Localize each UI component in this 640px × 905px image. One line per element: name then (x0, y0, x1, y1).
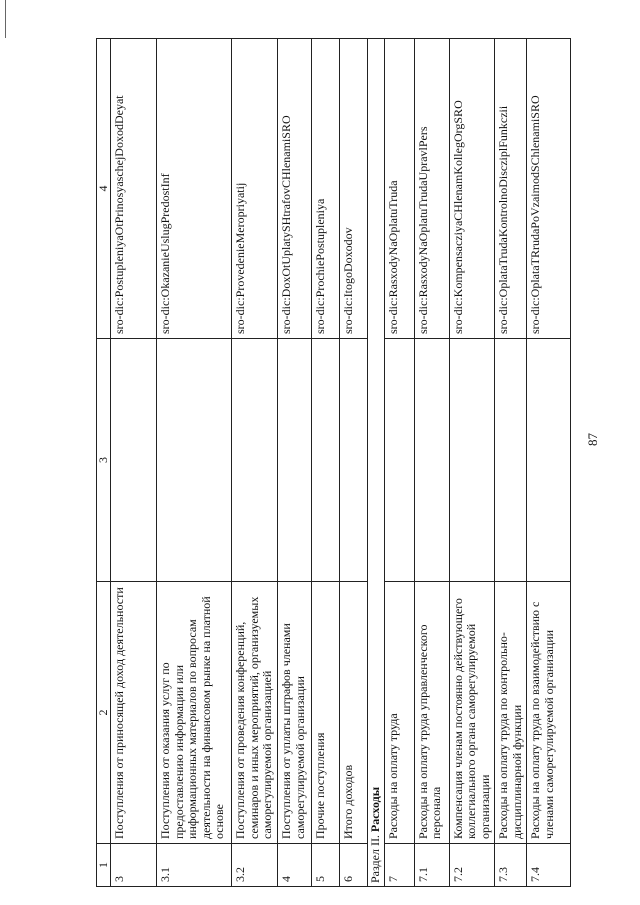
row-number: 7.2 (449, 844, 495, 887)
column-header: 2 (97, 582, 111, 844)
column-header: 3 (97, 339, 111, 582)
row-name: Поступления от уплаты штрафов членами саморегулируемой организации (278, 582, 312, 844)
row-code: sro-dic:OkazanieUslugPredostInf (157, 39, 232, 339)
row-name: Расходы на оплату труда по взаимодействию с членами саморегулируемой организации (527, 582, 571, 844)
table-row (527, 39, 571, 887)
row-code: sro-dic:ItogoDoxodov (340, 39, 368, 339)
table-row (414, 39, 449, 887)
row-name: Поступления от оказания услуг по предоставлению информации или информационных материалов по вопросам деятельности на финансовом рынке на платной основе (157, 582, 232, 844)
row-code: sro-dic:OplataTRrudaPoVzaimodSChlenamiSRO (527, 39, 571, 339)
table-row (278, 39, 312, 887)
row-number: 3.2 (232, 844, 278, 887)
row-col3 (312, 339, 340, 582)
row-number: 6 (340, 844, 368, 887)
row-code: sro-dic:RasxodyNaOplatuTruda (384, 39, 414, 339)
row-col3 (527, 339, 571, 582)
report-table (96, 38, 571, 887)
row-number: 4 (278, 844, 312, 887)
section-prefix: Раздел II. (368, 835, 382, 883)
table-row (111, 39, 157, 887)
row-name: Итого доходов (340, 582, 368, 844)
row-col3 (278, 339, 312, 582)
row-code: sro-dic:DoxOtUplatySHtrafovCHlenamiSRO (278, 39, 312, 339)
row-col3 (495, 339, 527, 582)
row-number: 3.1 (157, 844, 232, 887)
column-header: 1 (97, 844, 111, 887)
row-name: Компенсация членам постоянно действующего коллегиального органа саморегулируемой организации (449, 582, 495, 844)
header-row (97, 39, 111, 887)
page-number: 87 (585, 433, 600, 446)
row-code: sro-dic:RasxodyNaOplatuTrudaUpravlPers (414, 39, 449, 339)
row-col3 (157, 339, 232, 582)
row-number: 7.1 (414, 844, 449, 887)
section-title: Расходы (368, 786, 382, 833)
column-header: 4 (97, 39, 111, 339)
table-row (449, 39, 495, 887)
table-row (340, 39, 368, 887)
row-col3 (340, 339, 368, 582)
row-code: sro-dic:OplataTrudaKontrolnoDiscziplFunkczii (495, 39, 527, 339)
row-name: Расходы на оплату труда управленческого персонала (414, 582, 449, 844)
table-body (97, 39, 571, 887)
row-number: 3 (111, 844, 157, 887)
row-col3 (449, 339, 495, 582)
row-code: sro-dic:ProvedenieMeropriyatij (232, 39, 278, 339)
section-row (368, 39, 385, 887)
section-heading (368, 39, 385, 887)
table-row (384, 39, 414, 887)
row-col3 (384, 339, 414, 582)
row-number: 5 (312, 844, 340, 887)
row-number: 7.4 (527, 844, 571, 887)
row-name: Прочие поступления (312, 582, 340, 844)
table-row (232, 39, 278, 887)
row-col3 (232, 339, 278, 582)
table-row (312, 39, 340, 887)
row-col3 (414, 339, 449, 582)
row-number: 7 (384, 844, 414, 887)
row-code: sro-dic:ProchiePostupleniya (312, 39, 340, 339)
table-row (157, 39, 232, 887)
table-row (495, 39, 527, 887)
row-name: Поступления от приносящей доход деятельности (111, 582, 157, 844)
rotated-table-page (96, 39, 556, 887)
margin-rule (5, 0, 6, 38)
row-col3 (111, 339, 157, 582)
row-code: sro-dic:KompensacziyaCHlenamKollegOrgSRO (449, 39, 495, 339)
row-number: 7.3 (495, 844, 527, 887)
row-name: Расходы на оплату труда (384, 582, 414, 844)
row-code: sro-dic:PostupleniyaOtPrinosyaschejDoxodDeyat (111, 39, 157, 339)
row-name: Поступления от проведения конференций, семинаров и иных мероприятий, организуемых саморегулируемой организацией (232, 582, 278, 844)
row-name: Расходы на оплату труда по контрольно-дисциплинарной функции (495, 582, 527, 844)
